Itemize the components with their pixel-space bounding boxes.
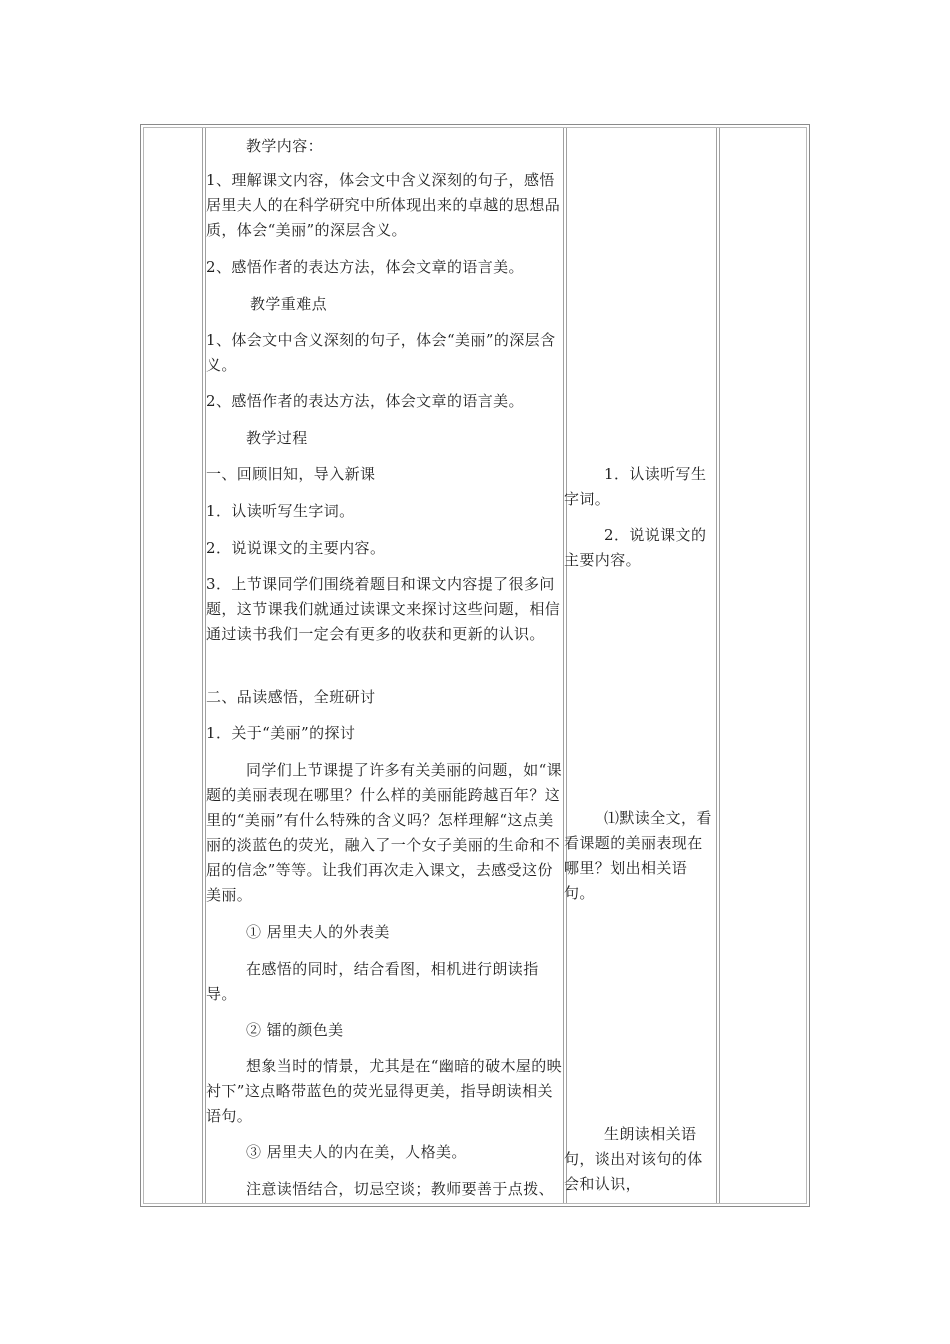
paragraph: 在感悟的同时，结合看图，相机进行朗读指导。 bbox=[206, 960, 539, 1003]
paragraph: 2、感悟作者的表达方法，体会文章的语言美。 bbox=[206, 258, 524, 276]
table-inner-border bbox=[143, 127, 807, 1204]
paragraph: ① 居里夫人的外表美 bbox=[246, 923, 390, 941]
column-divider bbox=[202, 128, 203, 1203]
paragraph: 2．说说课文的主要内容。 bbox=[564, 526, 707, 569]
section-heading: 教学内容： bbox=[246, 137, 324, 155]
teacher-activity-column bbox=[206, 128, 563, 1203]
paragraph: 1．认读听写生字词。 bbox=[564, 465, 707, 508]
paragraph: 同学们上节课提了许多有关美丽的问题，如“课题的美丽表现在哪里？什么样的美丽能跨越百年？这里的“美丽”有什么特殊的含义吗？怎样理解“这点美丽的淡蓝色的荧光，融入了一个女子美丽的生命和不屈的信念”等等。让我们再次走入课文，去感受这份美丽。 bbox=[206, 761, 563, 904]
lesson-plan-table bbox=[140, 124, 810, 1207]
column-divider bbox=[716, 128, 717, 1203]
section-heading: 教学重难点 bbox=[250, 295, 328, 313]
paragraph: 一、回顾旧知，导入新课 bbox=[206, 465, 376, 483]
column-left-empty bbox=[144, 128, 202, 1203]
paragraph: 2．说说课文的主要内容。 bbox=[206, 539, 386, 557]
paragraph: ③ 居里夫人的内在美，人格美。 bbox=[246, 1143, 467, 1161]
paragraph: 2、感悟作者的表达方法，体会文章的语言美。 bbox=[206, 392, 524, 410]
paragraph: 1．认读听写生字词。 bbox=[206, 502, 355, 520]
paragraph: 想象当时的情景，尤其是在“幽暗的破木屋的映衬下”这点略带蓝色的荧光显得更美，指导朗读相关语句。 bbox=[206, 1057, 563, 1125]
paragraph: ② 镭的颜色美 bbox=[246, 1021, 344, 1039]
paragraph: 1、理解课文内容，体会文中含义深刻的句子，感悟居里夫人的在科学研究中所体现出来的卓越的思想品质，体会“美丽”的深层含义。 bbox=[206, 171, 561, 239]
paragraph: ⑴默读全文，看看课题的美丽表现在哪里？划出相关语句。 bbox=[564, 809, 712, 902]
paragraph: 3．上节课同学们围绕着题目和课文内容提了很多问题，这节课我们就通过读课文来探讨这些问题，相信通过读书我们一定会有更多的收获和更新的认识。 bbox=[206, 575, 561, 643]
paragraph: 二、品读感悟，全班研讨 bbox=[206, 688, 376, 706]
paragraph: 注意读悟结合，切忌空谈；教师要善于点拨、 bbox=[246, 1180, 555, 1198]
paragraph: 1．关于“美丽”的探讨 bbox=[206, 724, 356, 742]
column-right-empty bbox=[720, 128, 806, 1203]
paragraph: 1、体会文中含义深刻的句子，体会“美丽”的深层含义。 bbox=[206, 331, 556, 374]
student-activity-column bbox=[564, 128, 716, 1203]
paragraph: 生朗读相关语句，谈出对该句的体会和认识， bbox=[564, 1125, 703, 1193]
section-heading: 教学过程 bbox=[246, 429, 308, 447]
